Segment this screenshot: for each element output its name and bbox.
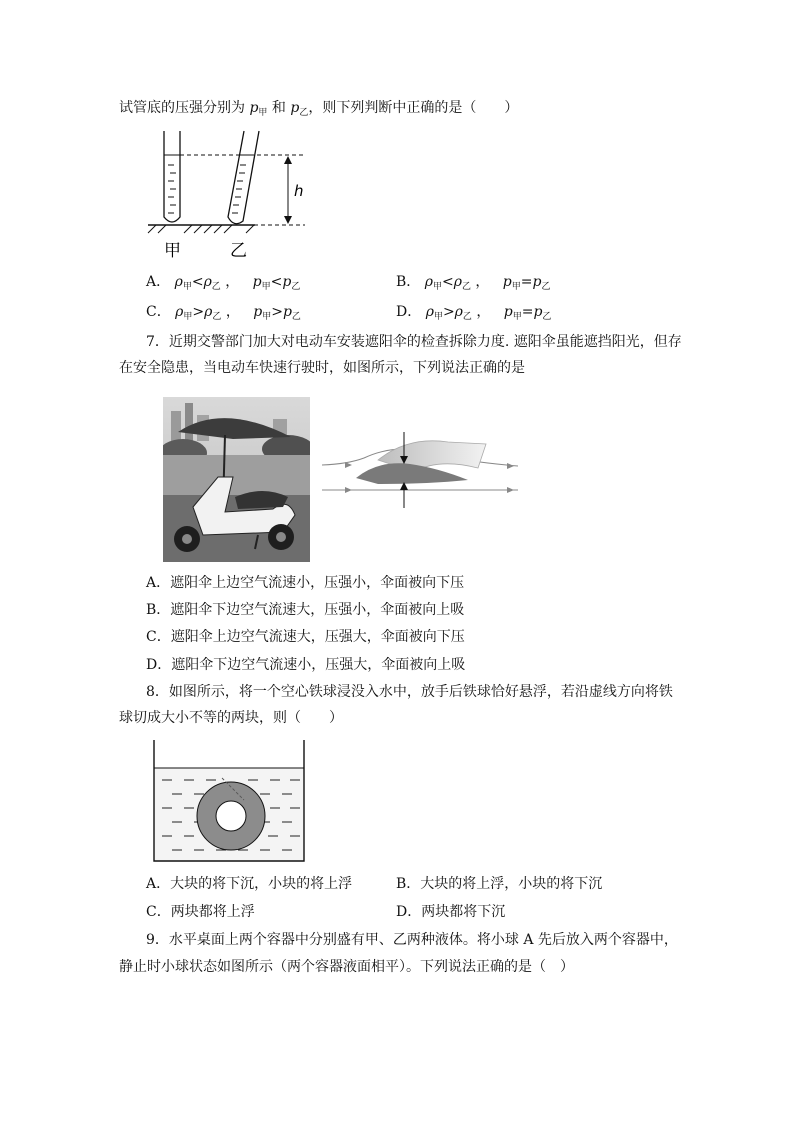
airflow-diagram bbox=[318, 428, 524, 510]
q8-option-c[interactable]: C．两块都将上浮 bbox=[146, 904, 255, 920]
hollow-ball-container bbox=[148, 738, 312, 868]
q7-option-c[interactable]: C．遮阳伞上边空气流速大，压强大，伞面被向下压 bbox=[146, 629, 465, 645]
q8-option-d[interactable]: D．两块都将下沉 bbox=[396, 904, 506, 920]
tube-jia bbox=[164, 131, 180, 222]
h-label: h bbox=[294, 182, 304, 200]
height-arrow bbox=[284, 156, 292, 224]
q8-stem-line1: 8．如图所示，将一个空心铁球浸没入水中，放手后铁球恰好悬浮，若沿虚线方向将铁 bbox=[146, 684, 673, 700]
q9-stem-line2: 静止时小球状态如图所示（两个容器液面相平）。下列说法正确的是（ ） bbox=[119, 959, 574, 975]
q8-stem-line2: 球切成大小不等的两块，则（ ） bbox=[119, 710, 343, 726]
option-c[interactable]: C． $\rho_甲>\rho_乙$ ， $p_甲>p_乙$ bbox=[146, 304, 301, 322]
test-tube-figure bbox=[140, 125, 320, 265]
scooter-umbrella-photo bbox=[163, 397, 310, 562]
q7-option-a[interactable]: A．遮阳伞上边空气流速小，压强小，伞面被向下压 bbox=[146, 575, 465, 591]
q7-option-d[interactable]: D．遮阳伞下边空气流速小，压强大，伞面被向上吸 bbox=[146, 657, 466, 673]
tube-yi-label: 乙 bbox=[230, 241, 247, 261]
tube-yi bbox=[228, 131, 259, 224]
q8-option-b[interactable]: B．大块的将上浮，小块的将下沉 bbox=[396, 876, 603, 892]
q7-stem-line1: 7．近期交警部门加大对电动车安装遮阳伞的检查拆除力度. 遮阳伞虽能遮挡阳光，但存 bbox=[146, 334, 682, 350]
option-b[interactable]: B． $\rho_甲<\rho_乙$ ， $p_甲=p_乙$ bbox=[396, 274, 551, 292]
q9-stem-line1: 9．水平桌面上两个容器中分别盛有甲、乙两种液体。将小球 A 先后放入两个容器中， bbox=[146, 932, 678, 948]
option-a[interactable]: A． $\rho_甲<\rho_乙$ ， $p_甲<p_乙$ bbox=[146, 274, 301, 292]
q7-option-b[interactable]: B．遮阳伞下边空气流速大，压强小，伞面被向上吸 bbox=[146, 602, 465, 618]
q8-option-a[interactable]: A．大块的将下沉，小块的将上浮 bbox=[146, 876, 353, 892]
question-intro: 试管底的压强分别为 $p_甲$ 和 $p_乙$，则下列判断中正确的是（ ） bbox=[119, 100, 519, 118]
tube-jia-label: 甲 bbox=[164, 241, 181, 261]
iron-ball-cavity bbox=[216, 801, 246, 831]
option-d[interactable]: D． $\rho_甲>\rho_乙$ ， $p_甲=p_乙$ bbox=[396, 304, 552, 322]
q7-stem-line2: 在安全隐患，当电动车快速行驶时，如图所示，下列说法正确的是 bbox=[119, 360, 525, 376]
